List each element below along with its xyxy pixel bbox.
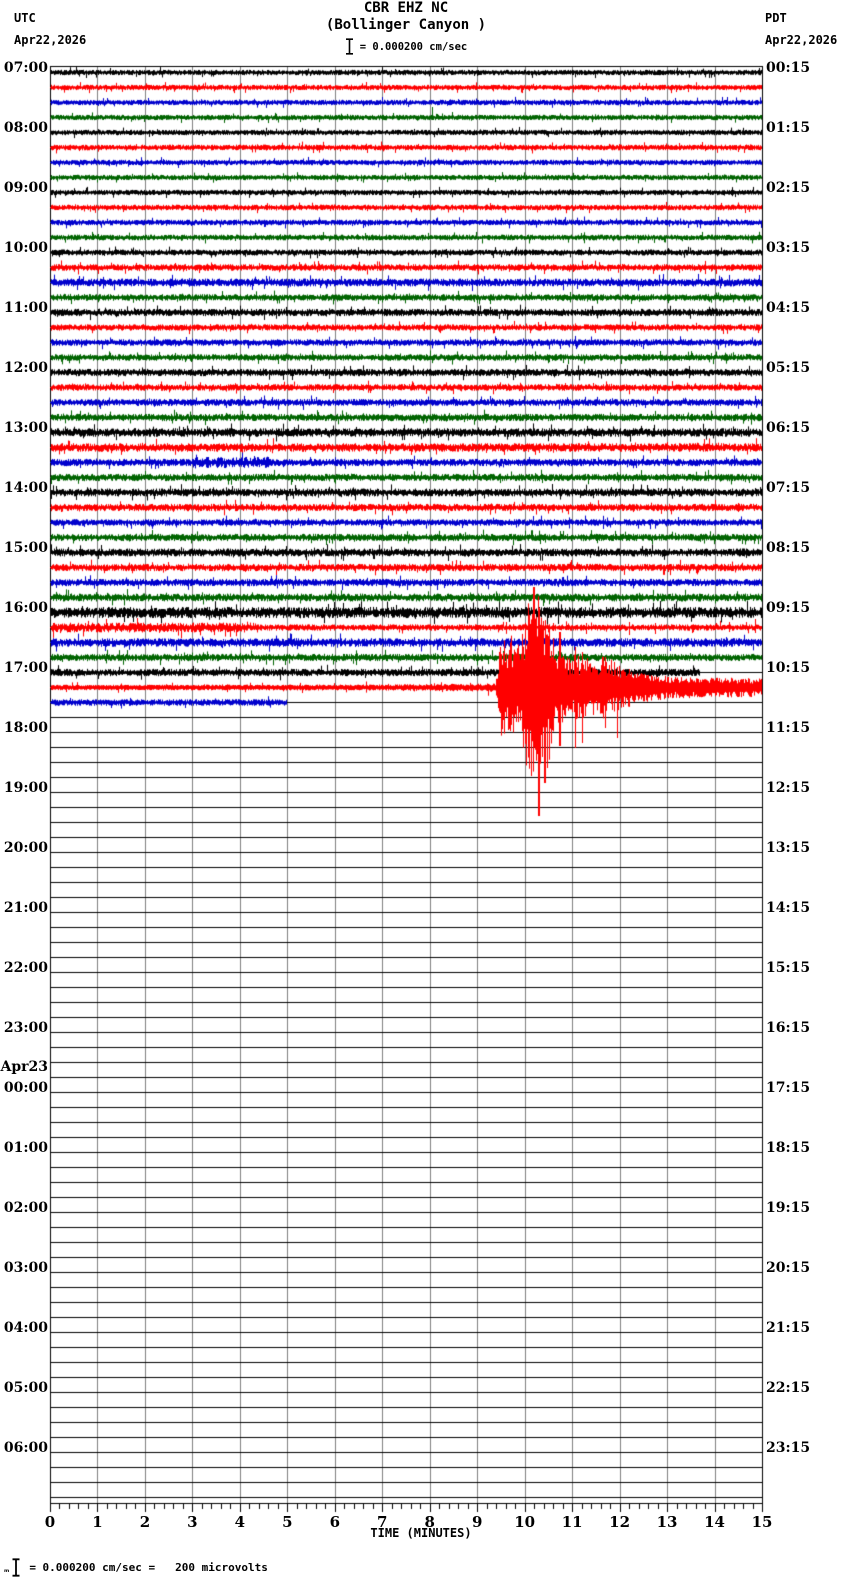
x-tick-label: 11	[561, 1513, 583, 1531]
pdt-hour-label: 00:15	[766, 60, 811, 76]
pdt-hour-label: 01:15	[766, 120, 811, 136]
pdt-hour-label: 23:15	[766, 1440, 811, 1456]
utc-hour-label: 00:00	[3, 1080, 48, 1096]
utc-hour-label: 18:00	[3, 720, 48, 736]
footer-microvolts: 200 microvolts	[175, 1561, 268, 1574]
utc-date-label: Apr23	[0, 1059, 48, 1075]
pdt-date: Apr22,2026	[765, 33, 838, 47]
x-tick-label: 13	[656, 1513, 678, 1531]
pdt-hour-label: 08:15	[766, 540, 811, 556]
pdt-hour-label: 13:15	[766, 840, 811, 856]
amplitude-scale-row	[50, 38, 762, 55]
station-title: CBR EHZ NC	[363, 0, 449, 16]
utc-hour-label: 04:00	[3, 1320, 48, 1336]
x-tick-label: 9	[471, 1513, 483, 1531]
footer-scale-icon	[11, 1558, 21, 1577]
utc-hour-label: 05:00	[3, 1380, 48, 1396]
utc-hour-label: 07:00	[3, 60, 48, 76]
pdt-hour-label: 14:15	[766, 900, 811, 916]
utc-hour-label: 14:00	[3, 480, 48, 496]
pdt-hour-label: 19:15	[766, 1200, 811, 1216]
utc-hour-label: 20:00	[3, 840, 48, 856]
utc-hour-label: 13:00	[3, 420, 48, 436]
x-tick-label: 15	[751, 1513, 773, 1531]
x-tick-label: 1	[92, 1513, 103, 1531]
pdt-hour-label: 02:15	[766, 180, 811, 196]
pdt-hour-label: 09:15	[766, 600, 811, 616]
utc-timezone-label: UTC	[14, 11, 36, 25]
utc-hour-label: 01:00	[3, 1140, 48, 1156]
utc-hour-label: 15:00	[3, 540, 48, 556]
x-tick-label: 12	[609, 1513, 631, 1531]
x-axis-title: TIME (MINUTES)	[370, 1526, 472, 1540]
utc-hour-label: 02:00	[3, 1200, 48, 1216]
x-tick-label: 8	[424, 1513, 435, 1531]
utc-hour-label: 09:00	[3, 180, 48, 196]
pdt-hour-label: 06:15	[766, 420, 811, 436]
utc-hour-label: 06:00	[3, 1440, 48, 1456]
utc-hour-label: 22:00	[3, 960, 48, 976]
x-tick-label: 5	[282, 1513, 293, 1531]
x-tick-label: 0	[44, 1513, 56, 1531]
pdt-hour-label: 17:15	[766, 1080, 811, 1096]
pdt-hour-label: 18:15	[766, 1140, 811, 1156]
footer-scale-note	[4, 1558, 268, 1577]
x-tick-label: 4	[234, 1513, 246, 1531]
x-tick-label: 7	[377, 1513, 388, 1531]
pdt-timezone-label: PDT	[765, 11, 787, 25]
pdt-hour-label: 21:15	[766, 1320, 811, 1336]
pdt-hour-label: 04:15	[766, 300, 811, 316]
x-tick-label: 14	[704, 1513, 725, 1531]
x-tick-label: 3	[187, 1513, 198, 1531]
pdt-hour-label: 15:15	[766, 960, 811, 976]
amplitude-scale-icon	[345, 38, 354, 55]
utc-date: Apr22,2026	[14, 33, 87, 47]
x-tick-label: 6	[329, 1513, 341, 1531]
pdt-header-block	[765, 7, 837, 51]
utc-hour-label: 03:00	[3, 1260, 48, 1276]
pdt-hour-label: 10:15	[766, 660, 811, 676]
footer-subscript-mark: ₘ	[4, 1565, 10, 1574]
amplitude-scale-text: = 0.000200 cm/sec	[359, 40, 468, 53]
x-tick-label: 2	[139, 1513, 151, 1531]
pdt-hour-label: 22:15	[766, 1380, 811, 1396]
pdt-hour-label: 20:15	[766, 1260, 811, 1276]
pdt-hour-label: 05:15	[766, 360, 811, 376]
utc-hour-label: 16:00	[3, 600, 48, 616]
pdt-hour-label: 12:15	[766, 780, 811, 796]
utc-hour-label: 11:00	[3, 300, 48, 316]
utc-hour-label: 23:00	[3, 1020, 48, 1036]
station-header-block	[50, 0, 762, 55]
footer-scale-equation: = 0.000200 cm/sec =	[29, 1561, 156, 1574]
pdt-hour-label: 07:15	[766, 480, 811, 496]
utc-hour-label: 17:00	[3, 660, 48, 676]
utc-hour-label: 08:00	[3, 120, 48, 136]
utc-hour-label: 21:00	[3, 900, 48, 916]
utc-hour-label: 19:00	[3, 780, 48, 796]
pdt-hour-label: 11:15	[766, 720, 811, 736]
utc-hour-label: 10:00	[3, 240, 48, 256]
utc-hour-label: 12:00	[3, 360, 48, 376]
station-location: (Bollinger Canyon )	[325, 17, 487, 33]
pdt-hour-label: 16:15	[766, 1020, 811, 1036]
pdt-hour-label: 03:15	[766, 240, 811, 256]
x-tick-label: 10	[514, 1513, 536, 1531]
